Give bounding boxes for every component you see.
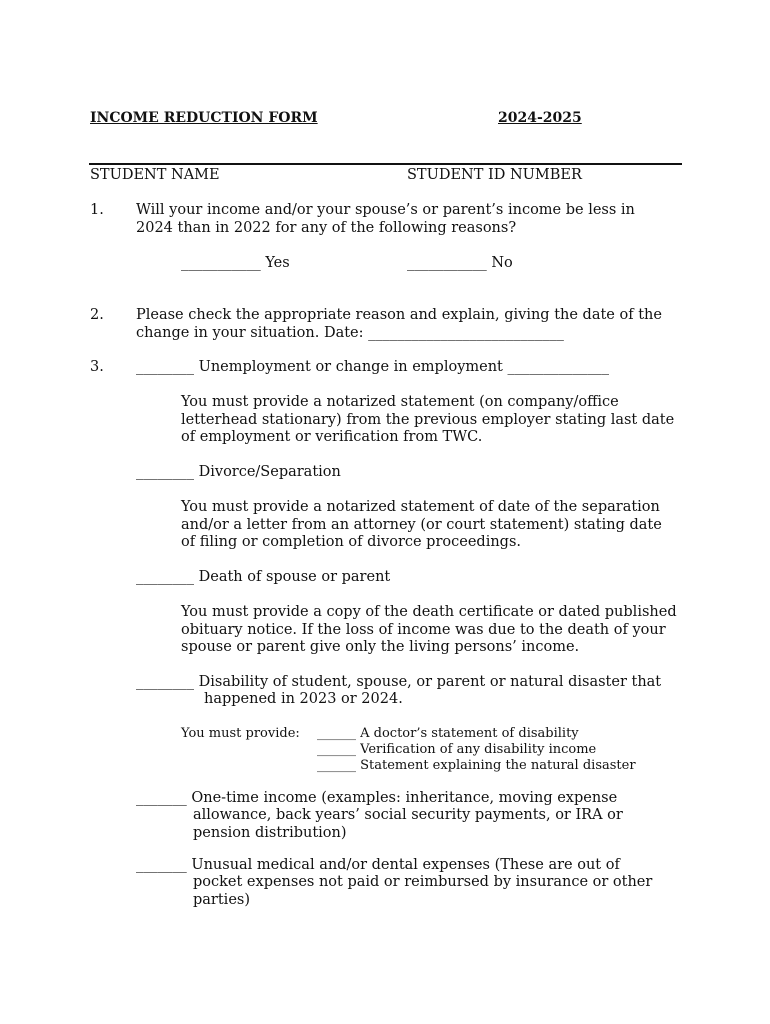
no-option[interactable]: ___________ No — [407, 255, 513, 271]
q2-number: 2. — [90, 307, 104, 323]
divorce-option[interactable]: ________ Divorce/Separation — [136, 464, 341, 480]
note-line: You must provide a copy of the death certificate or dated published — [181, 604, 677, 620]
death-option[interactable]: ________ Death of spouse or parent — [136, 569, 391, 585]
option-line: pocket expenses not paid or reimbursed by insurance or other — [193, 874, 653, 890]
provide-item-income[interactable]: ______ Verification of any disability income — [317, 742, 597, 757]
q1-line: Will your income and/or your spouse’s or parent’s income be less in — [136, 202, 635, 218]
unemployment-note — [181, 394, 674, 447]
q2-date-line[interactable]: change in your situation. Date: ___________________________ — [136, 324, 564, 341]
q2-text — [136, 307, 662, 342]
student-id-label: STUDENT ID NUMBER — [407, 167, 582, 183]
option-line: parties) — [193, 891, 251, 908]
medical-expenses-option[interactable]: _______ Unusual medical and/or dental expenses (These are out of — [136, 857, 620, 873]
note-line: spouse or parent give only the living persons’ income. — [181, 639, 580, 655]
provide-item-doctor[interactable]: ______ A doctor’s statement of disability — [317, 726, 579, 741]
q3-number: 3. — [90, 359, 104, 375]
disability-option-cont: happened in 2023 or 2024. — [204, 691, 403, 707]
disability-option[interactable]: ________ Disability of student, spouse, or parent or natural disaster that — [136, 674, 662, 690]
name-field-line — [89, 163, 682, 165]
must-provide-label: You must provide: — [181, 726, 300, 741]
note-line: of employment or verification from TWC. — [181, 429, 483, 445]
yes-option[interactable]: ___________ Yes — [181, 255, 290, 271]
note-line: of filing or completion of divorce proceedings. — [181, 534, 521, 550]
form-year: 2024-2025 — [498, 110, 582, 126]
one-time-income-cont — [193, 807, 623, 842]
q1-number: 1. — [90, 202, 104, 218]
note-line: letterhead stationary) from the previous employer stating last date — [181, 411, 675, 428]
medical-expenses-cont — [193, 874, 652, 909]
one-time-income-option[interactable]: _______ One-time income (examples: inheritance, moving expense — [136, 790, 618, 806]
option-line: pension distribution) — [193, 824, 347, 841]
death-note — [181, 604, 677, 657]
form-title: INCOME REDUCTION FORM — [90, 110, 318, 126]
q1-text — [136, 202, 635, 237]
q1-line: 2024 than in 2022 for any of the following reasons? — [136, 219, 517, 236]
provide-item-disaster[interactable]: ______ Statement explaining the natural disaster — [317, 758, 636, 773]
q2-line: Please check the appropriate reason and explain, giving the date of the — [136, 307, 662, 323]
note-line: obituary notice. If the loss of income was due to the death of your — [181, 621, 666, 638]
student-name-label: STUDENT NAME — [90, 167, 220, 183]
note-line: You must provide a notarized statement (on company/office — [181, 394, 619, 410]
note-line: and/or a letter from an attorney (or court statement) stating date — [181, 516, 662, 533]
unemployment-option[interactable]: ________ Unemployment or change in employment ______________ — [136, 359, 609, 375]
note-line: You must provide a notarized statement of date of the separation — [181, 499, 660, 515]
divorce-note — [181, 499, 662, 552]
option-line: allowance, back years’ social security payments, or IRA or — [193, 807, 623, 823]
